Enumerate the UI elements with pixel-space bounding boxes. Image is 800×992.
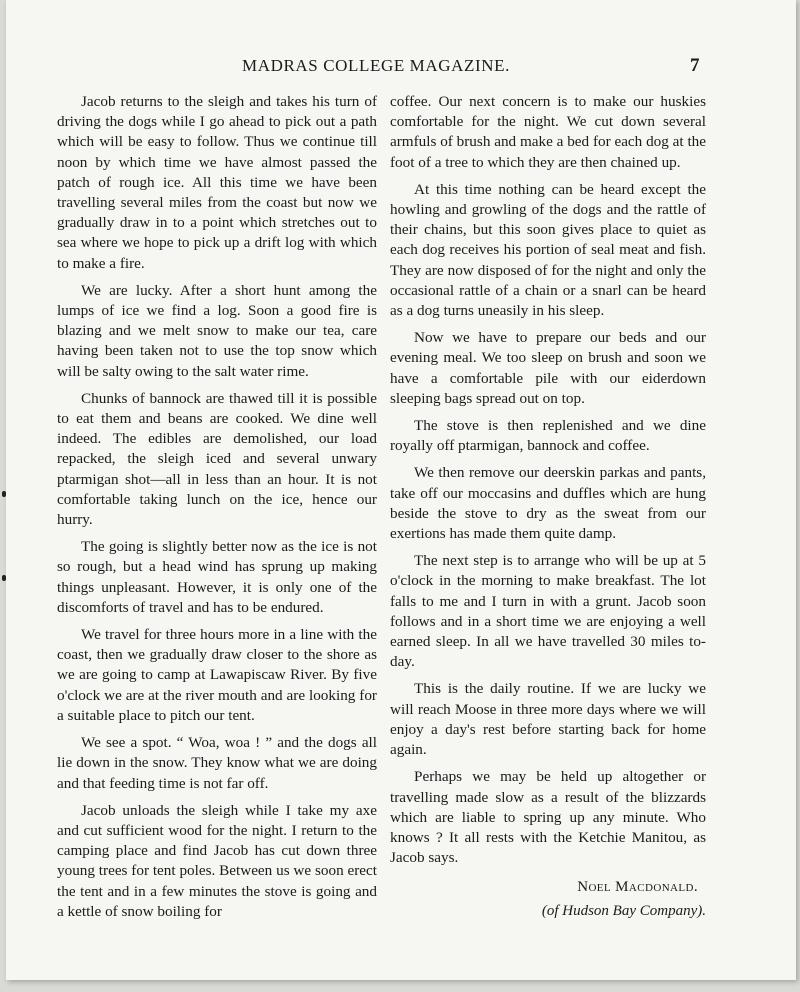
paragraph: We then remove our deerskin parkas and pants, take off our moccasins and duffles which are hung beside the stove to dry as the sweat from our exertions has made them quite damp.	[390, 464, 706, 543]
paragraph: We are lucky. After a short hunt among the lumps of ice we find a log. Soon a good fire is blazing and we melt snow to make our tea, care having been taken not to use the top snow which will be salty owing to the salt water rime.	[57, 281, 377, 380]
paragraph: We see a spot. “ Woa, woa ! ” and the dogs all lie down in the snow. They know what we are doing and that feeding time is not far off.	[57, 734, 377, 792]
left-column	[57, 92, 377, 929]
right-column	[390, 92, 706, 923]
margin-ink-mark	[2, 575, 6, 581]
page-number: 7	[690, 55, 700, 76]
author-name: Noel Macdonald.	[577, 879, 698, 896]
paragraph: We travel for three hours more in a line with the coast, then we gradually draw closer to the shore as we are going to camp at Lawapiscaw River. By five o'clock we are at the river mouth and are looking for a suitable place to pitch our tent.	[57, 626, 377, 724]
paragraph: Jacob returns to the sleigh and takes his turn of driving the dogs while I go ahead to pick out a path which will be easy to follow. Thus we continue till noon by which time we have almost passed the patch of rough ice. All this time we have been travelling several miles from the coast but now we gradually draw in to a point which stretches out to sea where we hope to pick up a drift log with which to make a fire.	[57, 93, 377, 272]
running-title: MADRAS COLLEGE MAGAZINE.	[242, 56, 510, 75]
paragraph: This is the daily routine. If we are lucky we will reach Moose in three more days where we will enjoy a day's rest before starting back for home again.	[390, 680, 706, 759]
paragraph: Jacob unloads the sleigh while I take my axe and cut sufficient wood for the night. I return to the camping place and find Jacob has cut down three young trees for tent poles. Between us we soon erect the tent and in a few minutes the stove is going and a kettle of snow boiling for	[57, 801, 377, 920]
paragraph: At this time nothing can be heard except the howling and growling of the dogs and the rattle of their chains, but this soon gives place to quiet as each dog receives his portion of seal meat and fish. They are now disposed of for the night and only the occasional rattle of a chain or a snarl can be heard as a dog turns uneasily in his sleep.	[390, 180, 706, 320]
paragraph: coffee. Our next concern is to make our huskies comfortable for the night. We cut down several armfuls of brush and make a bed for each dog at the foot of a tree to which they are then chained up.	[390, 93, 706, 171]
paragraph: The stove is then replenished and we dine royally off ptarmigan, bannock and coffee.	[390, 417, 706, 455]
signature-block	[390, 875, 706, 923]
magazine-page	[6, 0, 796, 980]
paragraph: Perhaps we may be held up altogether or travelling made slow as a result of the blizzards which are liable to spring up any minute. Who knows ? It all rests with the Ketchie Manitou, as Jacob says.	[390, 768, 706, 867]
paragraph: Chunks of bannock are thawed till it is possible to eat them and beans are cooked. We dine well indeed. The edibles are demolished, our load repacked, the sleigh iced and several unwary ptarmigan shot—all in less than an hour. It is not comfortable taking lunch on the ice, hence our hurry.	[57, 389, 377, 529]
author-affiliation: (of Hudson Bay Company).	[541, 903, 706, 920]
paragraph: Now we have to prepare our beds and our evening meal. We too sleep on brush and soon we have a comfortable pile with our eiderdown sleeping bags spread out on top.	[390, 329, 706, 407]
margin-ink-mark	[2, 491, 6, 497]
paragraph: The next step is to arrange who will be up at 5 o'clock in the morning to make breakfast. The lot falls to me and I turn in with a grunt. Jacob soon follows and in a short time we are enjoying a well earned sleep. In all we have travelled 30 miles to-day.	[390, 552, 706, 671]
paragraph: The going is slightly better now as the ice is not so rough, but a head wind has sprung up making things unpleasant. However, it is only one of the discomforts of travel and has to be endured.	[57, 538, 377, 616]
page-header	[6, 56, 796, 80]
